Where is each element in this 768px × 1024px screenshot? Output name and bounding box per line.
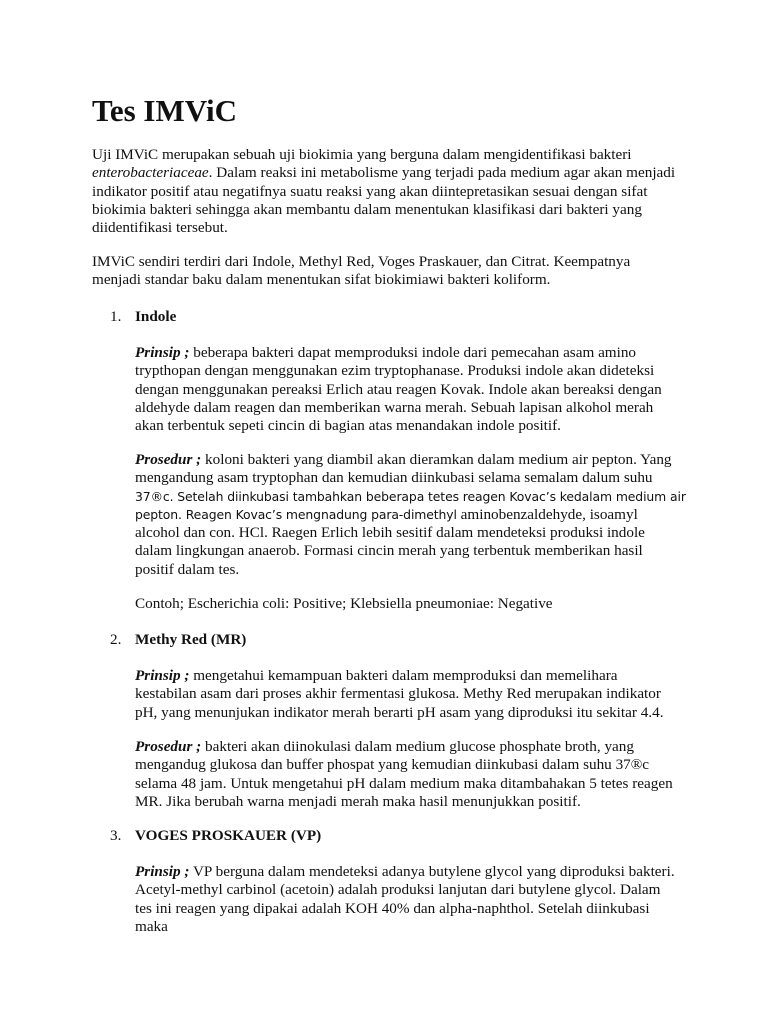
prinsip-text: mengetahui kemampuan bakteri dalam memproduksi dan memelihara kestabilan asam dari proses akhir fermentasi glukosa. Methy Red merupakan indikator pH, yang menunjukan indikator merah berarti pH asam yang diproduksi itu sekitar 4.4. [135, 667, 664, 721]
prinsip-label: Prinsip ; [135, 667, 190, 684]
intro-paragraph-1 [92, 146, 682, 237]
intro-paragraph-2: IMViC sendiri terdiri dari Indole, Methyl Red, Voges Praskauer, dan Citrat. Keempatnya menjadi standar baku dalam menentukan sifat biokimiawi bakteri koliform. [92, 253, 631, 289]
prosedur-text: bakteri akan diinokulasi dalam medium glucose phosphate broth, yang mengandug glukosa dan buffer phospat yang kemudian diinkubasi dalam suhu 37®c selama 48 jam. Untuk mengetahui pH dalam medium maka ditambahakan 5 tetes reagen MR. Jika berubah warna menjadi merah maka hasil menunjukkan positif. [135, 738, 673, 810]
prosedur-text-sans-2: pepton. Reagen Kovac’s mengnadung para-dimethyl [135, 506, 457, 522]
prinsip-label: Prinsip ; [135, 863, 190, 880]
prosedur-label: Prosedur ; [135, 451, 202, 468]
section-1-number: 1. [110, 308, 122, 325]
section-3-prinsip [135, 863, 680, 936]
prinsip-text: VP berguna dalam mendeteksi adanya butylene glycol yang diproduksi bakteri. Acetyl-methyl carbinol (acetoin) adalah produksi lanjutan dari butylene glycol. Dalam tes ini reagen yang dipakai adalah KOH 40% dan alpha-naphthol. Setelah diinkubasi maka [135, 863, 675, 935]
prosedur-text-a: koloni bakteri yang diambil akan dieramkan dalam medium air pepton. Yang mengandung asam tryptophan dan kemudian diinkubasi selama semalam dalum suhu [135, 451, 672, 487]
section-3-number: 3. [110, 827, 122, 844]
prinsip-text: beberapa bakteri dapat memproduksi indole dari pemecahan asam amino trypthopan dengan menggunakan ezim tryptophanase. Produksi indole akan dideteksi dengan menggunakan pereaksi Erlich atau reagen Kovak. Indole akan bereaksi dengan aldehyde dalam reagen dan memberikan warna merah. Sebuah lapisan alkohol merah akan terbentuk sepeti cincin di bagian atas menandakan indole positif. [135, 344, 662, 435]
section-2-number: 2. [110, 631, 122, 648]
prosedur-label: Prosedur ; [135, 738, 202, 755]
page-title: Tes IMViC [92, 93, 237, 128]
intro-text-b: . Dalam reaksi ini metabolisme yang terjadi pada medium agar akan menjadi indikator positif atau negatifnya suatu reaksi yang akan diintepretasikan sesuai dengan sifat biokimia bakteri sehingga akan membantu dalam menentukan klasifikasi dari bakteri yang diidentifikasi tersebut. [92, 164, 676, 237]
intro-text-a: Uji IMViC merupakan sebuah uji biokimia yang berguna dalam mengidentifikasi bakteri [92, 146, 632, 163]
intro-italic-term: enterobacteriaceae [92, 164, 209, 182]
section-1-title: Indole [135, 308, 177, 325]
section-1-prinsip [135, 344, 680, 435]
section-3-title: VOGES PROSKAUER (VP) [135, 827, 322, 844]
section-1-prosedur [135, 451, 686, 579]
prinsip-label: Prinsip ; [135, 344, 190, 361]
section-2-title: Methy Red (MR) [135, 631, 247, 648]
section-2-prosedur [135, 738, 680, 811]
prosedur-text-b: aminobenzaldehyde, isoamyl alcohol dan con. HCl. Raegen Erlich lebih sesitif dalam mendeteksi produksi indole dalam lingkungan anaerob. Formasi cincin merah yang terbentuk memberikan hasil positif dalam tes. [135, 505, 645, 578]
prosedur-text-sans-1: 37®c. Setelah diinkubasi tambahkan beberapa tetes reagen Kovac’s kedalam medium air [135, 488, 686, 504]
section-1-contoh: Contoh; Escherichia coli: Positive; Klebsiella pneumoniae: Negative [135, 595, 553, 612]
section-2-prinsip [135, 667, 680, 722]
